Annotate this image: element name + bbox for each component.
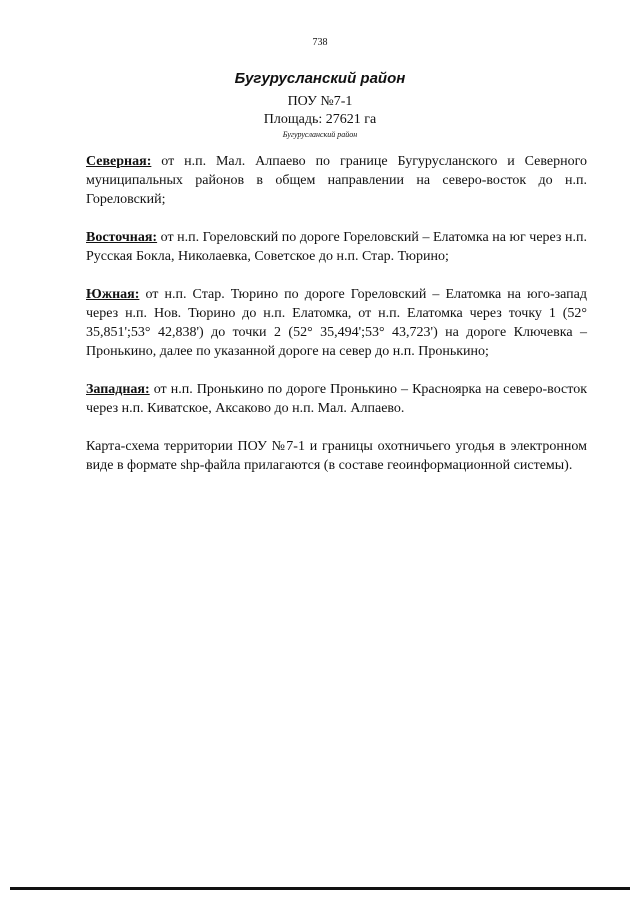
boundary-south-label: Южная: xyxy=(86,287,140,302)
boundary-south-text: от н.п. Стар. Тюрино по дороге Гореловский – Елатомка на юго-запад через н.п. Нов. Тюрино до н.п. Елатомка, от н.п. Елатомка через точку 1 (52° 35,851';53° 42,838') до точки 2 (52° 35,494';53° 43,723') на дороге Ключевка – Пронькино, далее по указанной дороге на север до н.п. Пронькино; xyxy=(86,287,587,359)
boundary-south xyxy=(86,285,587,361)
district-subtitle: Бугурусланский район xyxy=(282,130,358,139)
bottom-divider xyxy=(10,887,630,890)
document-body xyxy=(86,152,587,494)
page-number: 738 xyxy=(312,37,328,48)
district-title: Бугурусланский район xyxy=(234,70,406,87)
boundary-west-text: от н.п. Пронькино по дороге Пронькино – Красноярка на северо-восток через н.п. Киватское, Аксаково до н.п. Мал. Алпаево. xyxy=(86,382,587,416)
area-value: Площадь: 27621 га xyxy=(263,112,377,127)
boundary-west-label: Западная: xyxy=(86,382,150,397)
boundary-north-label: Северная: xyxy=(86,154,152,169)
boundary-north xyxy=(86,152,587,209)
boundary-west xyxy=(86,380,587,418)
boundary-east-label: Восточная: xyxy=(86,230,158,245)
boundary-north-text: от н.п. Мал. Алпаево по границе Бугурусланского и Северного муниципальных районов в общем направлении на северо-восток до н.п. Гореловский; xyxy=(86,154,587,207)
boundary-east xyxy=(86,228,587,266)
map-note: Карта-схема территории ПОУ №7-1 и границы охотничьего угодья в электронном виде в формате shp-файла прилагаются (в составе геоинформационной системы). xyxy=(86,439,587,473)
boundary-east-text: от н.п. Гореловский по дороге Гореловский – Елатомка на юг через н.п. Русская Бокла, Николаевка, Советское до н.п. Стар. Тюрино; xyxy=(86,230,587,264)
pou-id: ПОУ №7-1 xyxy=(287,94,353,109)
